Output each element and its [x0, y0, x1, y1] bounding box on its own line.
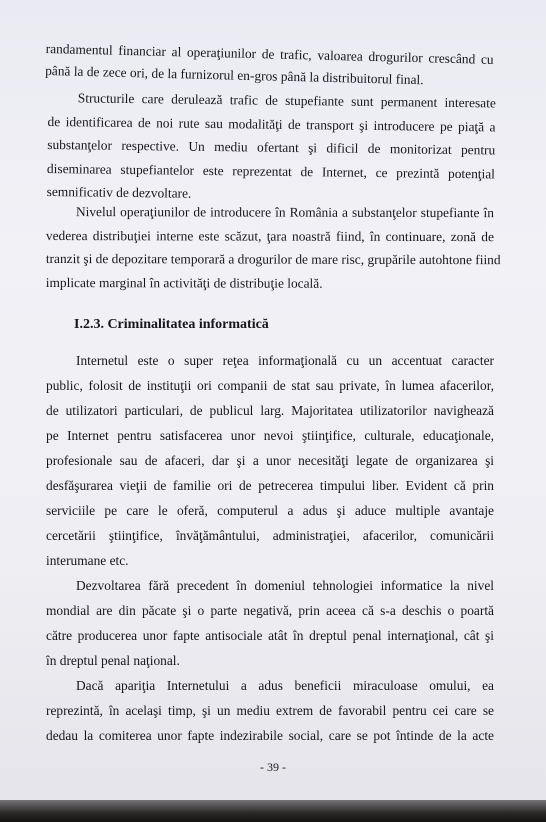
paragraph-continuation — [45, 38, 494, 93]
page-edge-shadow — [0, 800, 546, 822]
paragraph — [47, 86, 496, 209]
text-line: până la de zece ori, de la furnizorul en-gros până la distribuitorul final. — [45, 62, 424, 88]
text-line: Internetul este o super reţea informaţională cu un accentuat caracter — [76, 353, 494, 368]
text-line: semnificativ de dezvoltare. — [46, 183, 192, 201]
text-line: Dezvoltarea fără precedent în domeniul tehnologiei informatice la nivel — [76, 578, 494, 593]
text-line: substanţelor respective. Un mediu ofertant şi dificil de monitorizat pentru — [47, 136, 496, 158]
text-line: Structurile care derulează trafic de stupefiante sunt permanent interesate — [77, 90, 496, 111]
text-line: profesionale sau de afaceri, dar şi a unor necesităţi legate de organizarea şi — [46, 453, 494, 468]
text-line: diseminarea stupefiantelor este reprezentat de Internet, ce prezintă potenţial — [46, 160, 496, 181]
section — [46, 312, 494, 748]
text-line: public, folosit de instituţii ori companii de stat sau private, în lumea afacerilor, — [46, 378, 494, 393]
text-line: de utilizatori particulari, de publicul larg. Majoritatea utilizatorilor navighează — [46, 403, 494, 418]
text-line: desfăşurarea vieţii de familie ori de petrecerea timpului liber. Evident că prin — [46, 478, 494, 493]
text-line: cercetării ştiinţifice, învăţământului, administraţiei, afacerilor, comunicării — [46, 528, 494, 543]
text-line: către producerea unor fapte antisociale atât în dreptul penal internaţional, cât şi — [46, 628, 494, 643]
text-line: de identificarea de noi rute sau modalităţi de transport şi introducere pe piaţă a — [47, 113, 496, 134]
text-line: Dacă apariţia Internetului a adus beneficii miraculoase omului, ea — [76, 678, 494, 693]
text-line: serviciile pe care le oferă, computerul a adus şi aduce multiple avantaje — [46, 503, 494, 518]
text-line: reprezintă, în acelaşi timp, şi un mediu extrem de favorabil pentru cei care se — [46, 703, 494, 718]
paragraph — [45, 200, 501, 295]
text-line: interumane etc. — [46, 553, 129, 568]
text-line: dedau la comiterea unor fapte indezirabile social, care se pot întinde de la acte — [46, 728, 494, 743]
text-line: vederea distribuţiei interne este scăzut, ţara noastră fiind, în continuare, zonă de — [45, 227, 494, 244]
section-heading: I.2.3. Criminalitatea informatică — [74, 317, 269, 332]
text-line: în dreptul penal naţional. — [46, 653, 180, 668]
page-number: - 39 - — [260, 760, 286, 774]
text-line: tranzit şi de depozitare temporară a drogurilor de mare risc, grupările autohtone fiind — [45, 250, 501, 268]
text-line: mondial are din păcate şi o parte negativă, prin aceea că s-a deschis o poartă — [46, 603, 494, 618]
text-line: Nivelul operaţiunilor de introducere în România a substanţelor stupefiante în — [75, 204, 494, 221]
text-line: implicate marginal în activităţi de distribuţie locală. — [45, 274, 323, 291]
text-line: pe Internet pentru satisfacerea unor nevoi ştiinţifice, culturale, educaţionale, — [46, 428, 494, 443]
text-line: randamentul financiar al operaţiunilor de trafic, valoarea drogurilor crescând cu — [45, 40, 494, 67]
